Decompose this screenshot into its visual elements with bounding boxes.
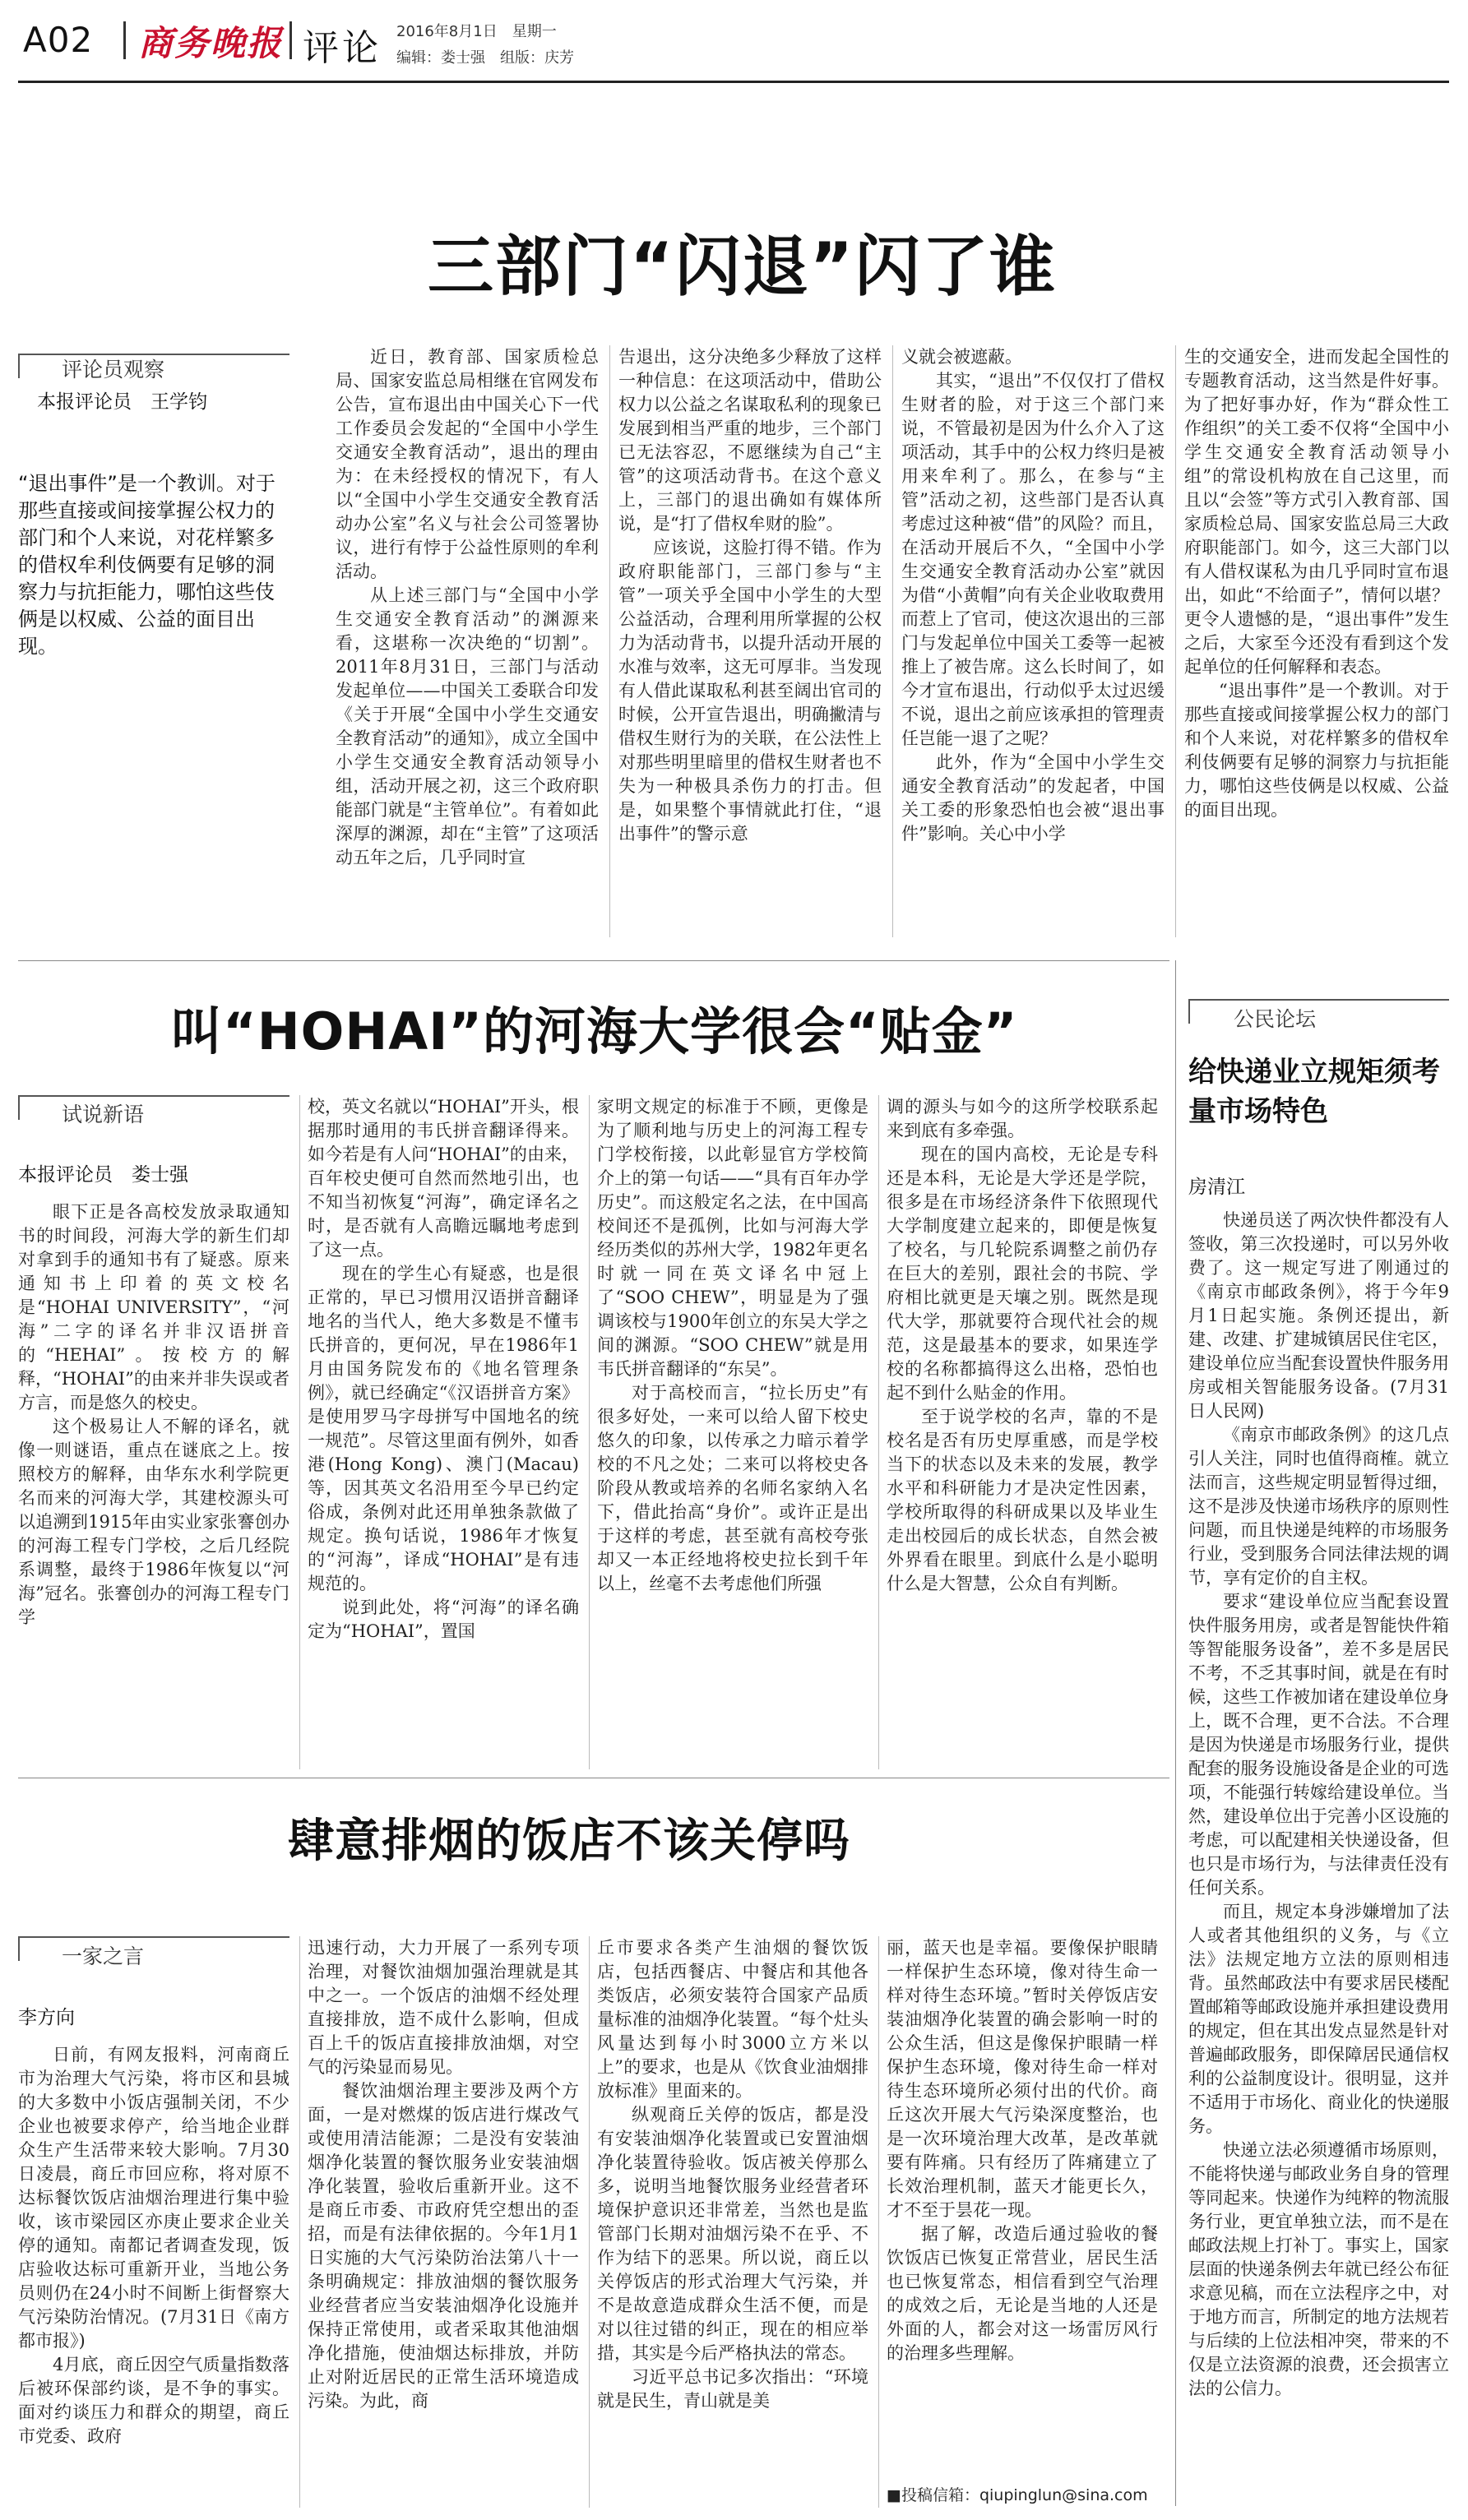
paragraph: 4月底，商丘因空气质量指数落后被环保部约谈，是不争的事实。面对约谈压力和群众的期望，商丘市党委、政府 [18,2355,289,2446]
paragraph: 纵观商丘关停的饭店，都是没有安装油烟净化装置或已安置油烟净化装置待验收。饭店被关停那么多，说明当地餐饮服务业经营者环境保护意识还非常差，当然也是监管部门长期对油烟污染不在乎、不作为结下的恶果。所以说，商丘以关停饭店的形式治理大气污染，并不是故意造成群众生活不便，而是对以往过错的纠正，现在的相应举措，其实是今后严格执法的常态。 [597,2105,868,2363]
article3-column-tag: 一家之言 [62,1944,145,1968]
article1-headline: 三部门“闪退”闪了谁 [428,229,1058,305]
article3-column-1 [18,2043,289,2504]
editor-credits: 编辑：娄士强 组版：庆芳 [396,49,574,67]
column-divider [589,1095,590,1769]
sidebar-column-tag: 公民论坛 [1234,1007,1317,1031]
paragraph: 丽，蓝天也是幸福。要像保护眼睛一样保护生态环境，像对待生命一样对待生态环境。”暂时关停饭店安装油烟净化装置的确会影响一时的公众生活，但这是像保护眼睛一样保护生态环境，像对待生命一样对待生态环境所必须付出的代价。商丘这次开展大气污染深度整治，也是一次环境治理大改革，是改革就要有阵痛。只有经历了阵痛建立了长效治理机制，蓝天才能更长久，才不至于昙花一现。 [887,1938,1158,2220]
column-divider [878,1095,879,1769]
paragraph: 校，英文名就以“HOHAI”开头，根据那时通用的韦氏拼音翻译得来。如今若是有人问“HOHAI”的由来，百年校史便可自然而然地引出，也不知当初恢复“河海”，确定译名之时，是否就有人高瞻远瞩地考虑到了这一点。 [308,1097,579,1260]
paragraph: 说到此处，将“河海”的译名确定为“HOHAI”，置国 [308,1598,579,1641]
column-divider [892,345,893,937]
paragraph: 这个极易让人不解的译名，就像一则谜语，重点在谜底之上。按照校方的解释，由华东水利学院更名而来的河海大学，其建校源头可以追溯到1915年由实业家张謇创办的河海工程专门学校，之后几经院系调整，最终于1986年恢复以“河海”冠名。张謇创办的河海工程专门学 [18,1417,289,1627]
article1-column-1 [336,345,599,937]
article2-column-tag: 试说新语 [62,1103,145,1126]
paragraph: 家明文规定的标准于不顾，更像是为了顺利地与历史上的河海工程专门学校衔接，以此彰显官方学校简介上的第一句话——“具有百年办学历史”。而这般定名之法，在中国高校间还不是孤例，比如与河海大学经历类似的苏州大学，1982年更名时就一同在英文译名中冠上了“SOO CHEW”，明显是为了强调该校与1900年创立的东吴大学之间的渊源。“SOO CHEW”就是用韦氏拼音翻译的“东吴”。 [597,1097,868,1379]
sidebar-divider [1175,960,1176,2506]
article1-byline: 本报评论员 王学钧 [37,391,207,413]
paragraph: 眼下正是各高校发放录取通知书的时间段，河海大学的新生们却对拿到手的通知书有了疑惑。原来通知书上印着的英文校名是“HOHAI UNIVERSITY”，“河海”二字的译名并非汉语拼音的“HEHAI”。按校方的解释，“HOHAI”的由来并非失误或者方言，而是悠久的校史。 [18,1202,289,1413]
column-divider [609,345,610,937]
column-divider [878,1936,879,2508]
column-tag-frame [18,1936,289,1961]
paragraph: 要求“建设单位应当配套设置快件服务用房，或者是智能快件箱等智能服务设备”，差不多是居民不考，不乏其事时间，就是在有时候，这些工作被加诸在建设单位身上，既不合理，更不合法。不合理是因为快递是市场服务行业，提供配套的服务设施设备是企业的可选项，不能强行转嫁给建设单位。当然，建设单位出于完善小区设施的考虑，可以配建相关快递设备，但也只是市场行为，与法律责任没有任何关系。 [1188,1592,1449,1898]
paragraph: 应该说，这脸打得不错。作为政府职能部门，三部门参与“主管”一项关乎全国中小学生的大型公益活动，合理利用所掌握的公权力为活动背书，以提升活动开展的水准与效率，这无可厚非。当发现有人借此谋取私利甚至阔出官司的时候，公开宣告退出，明确撇清与借权生财行为的关联，在公法性上对那些明里暗里的借权生财者也不失为一种极具杀伤力的打击。但是，如果整个事情就此打住，“退出事件”的警示意 [618,538,882,844]
masthead-divider [289,21,292,59]
paragraph: 义就会被遮蔽。 [901,347,1022,367]
paragraph: 现在的学生心有疑惑，也是很正常的，早已习惯用汉语拼音翻译地名的当代人，绝大多数是不懂韦氏拼音的，更何况，早在1986年1月由国务院发布的《地名管理条例》，就已经确定“《汉语拼音方案》是使用罗马字母拼写中国地名的统一规范”。尽管这里面有例外，如香港(Hong Kong)、澳门(Macau)等，因其英文名沿用至今早已约定俗成，条例对此还用单独条款做了规定。换句话说，1986年才恢复的“河海”，译成“HOHAI”是有违规范的。 [308,1264,579,1593]
paragraph: 丘市要求各类产生油烟的餐饮饭店，包括西餐店、中餐店和其他各类饭店，必须安装符合国家产品质量标准的油烟净化装置。“每个灶头风量达到每小时3000立方米以上”的要求，也是从《饮食业油烟排放标准》里面来的。 [597,1938,868,2101]
paragraph: 对于高校而言，“拉长历史”有很多好处，一来可以给人留下校史悠久的印象，以传承之力暗示着学校的不凡之处；二来可以将校史各阶段从教或培养的名师名家纳入名下，借此抬高“身价”。或许正是出于这样的考虑，甚至就有高校夸张却又一本正经地将校史拉长到千年以上，丝毫不去考虑他们所强 [597,1383,868,1593]
article3-column-3 [597,1936,868,2504]
paragraph: 现在的国内高校，无论是专科还是本科，无论是大学还是学院，很多是在市场经济条件下依照现代大学制度建立起来的，即便是恢复了校名，与几轮院系调整之前仍存在巨大的差别，跟社会的书院、学府相比就更是天壤之别。既然是现代大学，那就要符合现代社会的规范，这是最基本的要求，如果连学校的名称都搞得这么出格，恐怕也起不到什么贴金的作用。 [887,1144,1158,1403]
article2-column-4 [887,1095,1158,1768]
paragraph: 迅速行动，大力开展了一系列专项治理，对餐饮油烟加强治理就是其中之一。一个饭店的油烟不经处理直接排放，造不成什么影响，但成百上千的饭店直接排放油烟，对空气的污染显而易见。 [308,1938,579,2077]
article1-lead-quote: “退出事件”是一个教训。对于那些直接或间接掌握公权力的部门和个人来说，对花样繁多的借权牟利伎俩要有足够的洞察力与抗拒能力，哪怕这些伎俩是以权威、公益的面目出现。 [18,472,276,658]
article3-byline: 李方向 [18,2007,75,2028]
paragraph: 而且，规定本身涉嫌增加了法人或者其他组织的义务，与《立法》法规定地方立法的原则相违背。虽然邮政法中有要求居民楼配置邮箱等邮政设施并承担建设费用的规定，但在其出发点显然是针对普遍邮政服务，即保障居民通信权利的公益制度设计。很明显，这并不适用于市场化、商业化的快递服务。 [1188,1902,1449,2136]
paragraph: 告退出，这分决绝多少释放了这样一种信息：在这项活动中，借助公权力以公益之名谋取私利的现象已发展到相当严重的地步，三个部门已无法容忍，不愿继续为自己“主管”的这项活动背书。在这个意义上，三部门的退出确如有媒体所说，是“打了借权牟财的脸”。 [618,347,882,534]
article1-column-2 [618,345,882,937]
column-divider [299,1095,300,1769]
paragraph: 其实，“退出”不仅仅打了借权生财者的脸，对于这三个部门来说，不管最初是因为什么介入了这项活动，其手中的公权力终归是被用来牟利了。那么，在参与“主管”活动之初，这些部门是否认真考虑过这种被“借”的风险？而且，在活动开展后不久，“全国中小学生交通安全教育活动办公室”就因为借“小黄帽”向有关企业收取费用而惹上了官司，使这次退出的三部门与发起单位中国关工委等一起被推上了被告席。这么长时间了，如今才宣布退出，行动似乎太过迟缓不说，退出之前应该承担的管理责任岂能一退了之呢？ [901,371,1165,748]
article3-headline: 肆意排烟的饭店不该关停吗 [288,1815,850,1868]
article2-column-3 [597,1095,868,1768]
section-name: 评论 [303,27,382,69]
column-tag-frame [1188,999,1449,1024]
column-tag-frame [18,1095,289,1120]
article1-column-4 [1184,345,1449,937]
paragraph: 日前，有网友报料，河南商丘市为治理大气污染，将市区和县城的大多数中小饭店强制关闭，不少企业也被要求停产，给当地企业群众生产生活带来较大影响。7月30日凌晨，商丘市回应称，将对原不达标餐饮饭店油烟治理进行集中验收，该市梁园区亦庚止要求企业关停的通知。南都记者调查发现，饭店验收达标可重新开业，当地公务员则仍在24小时不间断上街督察大气污染防治情况。(7月31日《南方都市报》) [18,2045,289,2351]
paragraph: 据了解，改造后通过验收的餐饮饭店已恢复正常营业，居民生活也已恢复常态，相信看到空气治理的成效之后，无论是当地的人还是外面的人，都会对这一场雷厉风行的治理多些理解。 [887,2224,1158,2363]
paragraph: 《南京市邮政条例》的这几点引人关注，同时也值得商榷。就立法而言，这些规定明显暂得过细，这不是涉及快递市场秩序的原则性问题，而且快递是纯粹的市场服务行业，受到服务合同法律法规的调节，享有定价的自主权。 [1188,1425,1449,1588]
page-number: A02 [23,20,94,60]
paragraph: 从上述三部门与“全国中小学生交通安全教育活动”的渊源来看，这堪称一次决绝的“切割”。2011年8月31日，三部门与活动发起单位——中国关工委联合印发《关于开展“全国中小学生交通安全教育活动”的通知》，成立全国中小学生交通安全教育活动领导小组，活动开展之初，这三个政府职能部门就是“主管单位”。有着如此深厚的渊源，却在“主管”了这项活动五年之后，几乎同时宣 [336,585,599,867]
article1-column-tag: 评论员观察 [62,358,165,381]
article2-column-1 [18,1200,289,1768]
paragraph: 至于说学校的名声，靠的不是校名是否有历史厚重感，而是学校当下的状态以及未来的发展，教学水平和科研能力才是决定性因素，学校所取得的科研成果以及毕业生走出校园后的成长状态，自然会被外界看在眼里。到底什么是小聪明什么是大智慧，公众自有判断。 [887,1407,1158,1593]
paragraph: 习近平总书记多次指出：“环境就是民生，青山就是美 [597,2367,868,2411]
paragraph: 此外，作为“全国中小学生交通安全教育活动”的发起者，中国关工委的形象恐怕也会被“退出事件”影响。关心中小学 [901,752,1165,844]
section-rule [18,960,1169,961]
article3-column-2 [308,1936,579,2504]
sidebar-headline: 给快递业立规矩须考量市场特色 [1188,1056,1440,1128]
publication-date: 2016年8月1日 星期一 [396,23,557,40]
header-rule [18,81,1449,83]
paragraph: “退出事件”是一个教训。对于那些直接或间接掌握公权力的部门和个人来说，对花样繁多的借权牟利伎俩要有足够的洞察力与抗拒能力，哪怕这些伎俩是以权威、公益的面目出现。 [1184,681,1449,820]
column-divider [1175,345,1176,937]
submission-email: ■投稿信箱：qiupinglun@sina.com [887,2486,1148,2504]
paragraph: 快递员送了两次快件都没有人签收，第三次投递时，可以另外收费了。这一规定写进了刚通过的《南京市邮政条例》，将于今年9月1日起实施。条例还提出，新建、改建、扩建城镇居民住宅区，建设单位应当配套设置快件服务用房或相关智能服务设备。(7月31日人民网) [1188,1210,1449,1421]
article2-column-2 [308,1095,579,1768]
paragraph: 餐饮油烟治理主要涉及两个方面，一是对燃煤的饭店进行煤改气或使用清洁能源；二是没有安装油烟净化装置的餐饮服务业安装油烟净化装置，验收后重新开业。这不是商丘市委、市政府凭空想出的歪招，而是有法律依据的。今年1月1日实施的大气污染防治法第八十一条明确规定：排放油烟的餐饮服务业经营者应当安装油烟净化设施并保持正常使用，或者采取其他油烟净化措施，使油烟达标排放，并防止对附近居民的正常生活环境造成污染。为此，商 [308,2081,579,2411]
sidebar-byline: 房清江 [1188,1177,1245,1198]
paragraph: 调的源头与如今的这所学校联系起来到底有多牵强。 [887,1097,1158,1140]
column-divider [299,1936,300,2508]
newspaper-logo: 商务晚报 [138,23,284,63]
article2-headline: 叫“HOHAI”的河海大学很会“贴金” [171,1001,1018,1061]
paragraph: 快递立法必须遵循市场原则，不能将快递与邮政业务自身的管理等同起来。快递作为纯粹的物流服务行业，更宜单独立法，而不是在邮政法规上打补丁。事实上，国家层面的快递条例去年就已经公布征求意见稿，而在立法程序之中，对于地方而言，所制定的地方法规若与后续的上位法相冲突，带来的不仅是立法资源的浪费，还会损害立法的公信力。 [1188,2140,1449,2398]
column-divider [589,1936,590,2508]
paragraph: 生的交通安全，进而发起全国性的专题教育活动，这当然是件好事。为了把好事办好，作为“群众性工作组织”的关工委不仅将“全国中小学生交通安全教育活动领导小组”的常设机构放在自己这里，而且以“会签”等方式引入教育部、国家质检总局、国家安监总局三大政府职能部门。如今，这三大部门以有人借权谋私为由几乎同时宣布退出，如此“不给面子”，情何以堪？更令人遗憾的是，“退出事件”发生之后，大家至今还没有看到这个发起单位的任何解释和表态。 [1184,347,1449,677]
article3-column-4 [887,1936,1158,2462]
masthead-divider [123,21,126,59]
article1-column-3 [901,345,1165,937]
sidebar-body [1188,1209,1449,2499]
article2-byline: 本报评论员 娄士强 [18,1164,188,1186]
paragraph: 近日，教育部、国家质检总局、国家安监总局相继在官网发布公告，宣布退出由中国关心下一代工作委员会发起的“全国中小学生交通安全教育活动”，退出的理由为：在未经授权的情况下，有人以“全国中小学生交通安全教育活动办公室”名义与社会公司签署协议，进行有悖于公益性原则的牟利活动。 [336,347,599,581]
